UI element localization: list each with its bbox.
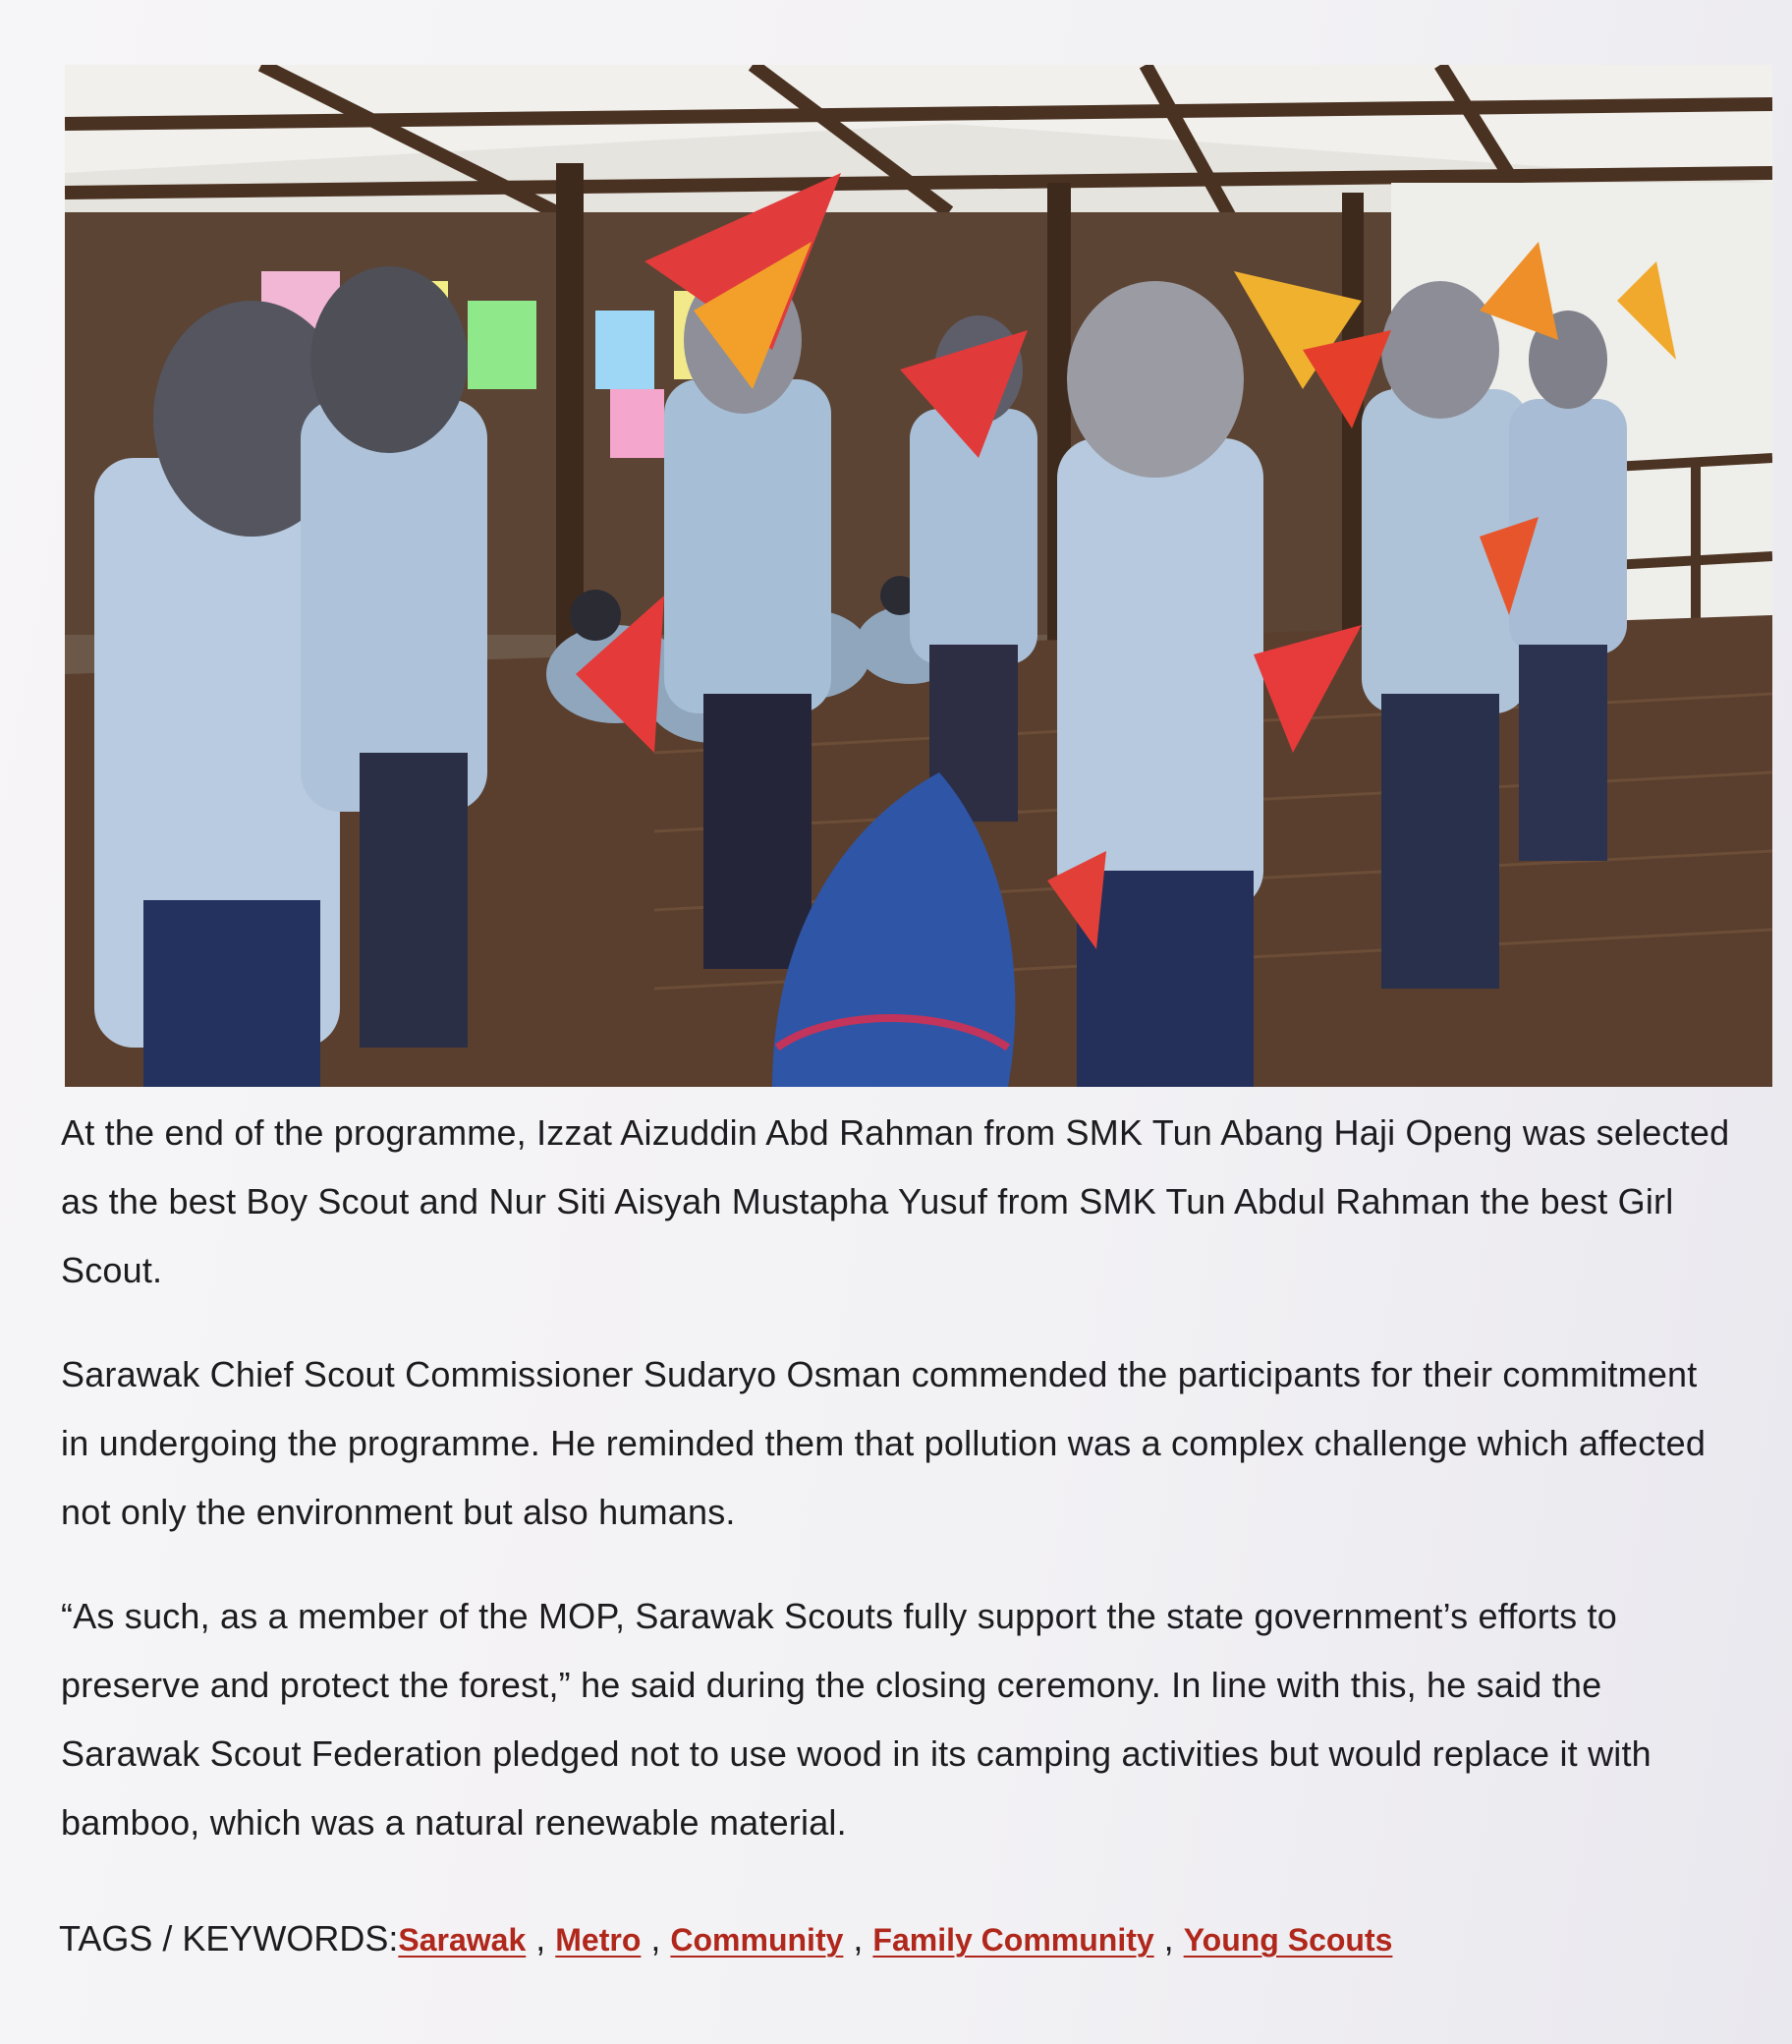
paragraph-1-text: At the end of the programme, Izzat Aizuddin Abd Rahman from SMK Tun Abang Haji Openg was selected as the best Boy Scout and Nur Siti Aisyah Mustapha Yusuf from SMK Tun Abdul Rahman the best Girl Scout. — [61, 1112, 1730, 1290]
paragraph-1 — [61, 1099, 1731, 1305]
tag-link-metro[interactable]: Metro — [555, 1922, 642, 1958]
paragraph-3 — [61, 1582, 1731, 1857]
tags-keywords — [59, 1904, 1392, 1974]
article-photo — [65, 65, 1772, 1087]
tag-separator: , — [843, 1918, 873, 1959]
tags-label: TAGS / KEYWORDS: — [59, 1918, 399, 1959]
scouts-flag-drill-photo-icon — [65, 65, 1772, 1087]
paragraph-2 — [61, 1340, 1731, 1547]
tag-link-young-scouts[interactable]: Young Scouts — [1183, 1922, 1393, 1958]
paragraph-2-text: Sarawak Chief Scout Commissioner Sudaryo Osman commended the participants for their commitment in undergoing the programme. He reminded them that pollution was a complex challenge which affected not only the environment but also humans. — [61, 1354, 1707, 1532]
tag-link-community[interactable]: Community — [670, 1922, 844, 1958]
tag-separator: , — [526, 1918, 556, 1959]
tag-link-sarawak[interactable]: Sarawak — [398, 1922, 527, 1958]
tag-separator: , — [641, 1918, 671, 1959]
tag-link-family-community[interactable]: Family Community — [872, 1922, 1154, 1958]
tag-separator: , — [1153, 1918, 1184, 1959]
paragraph-3-text: “As such, as a member of the MOP, Sarawak Scouts fully support the state government’s efforts to preserve and protect the forest,” he said during the closing ceremony. In line with this, he said the Sarawak Scout Federation pledged not to use wood in its camping activities but would replace it with bamboo, which was a natural renewable material. — [61, 1596, 1652, 1843]
